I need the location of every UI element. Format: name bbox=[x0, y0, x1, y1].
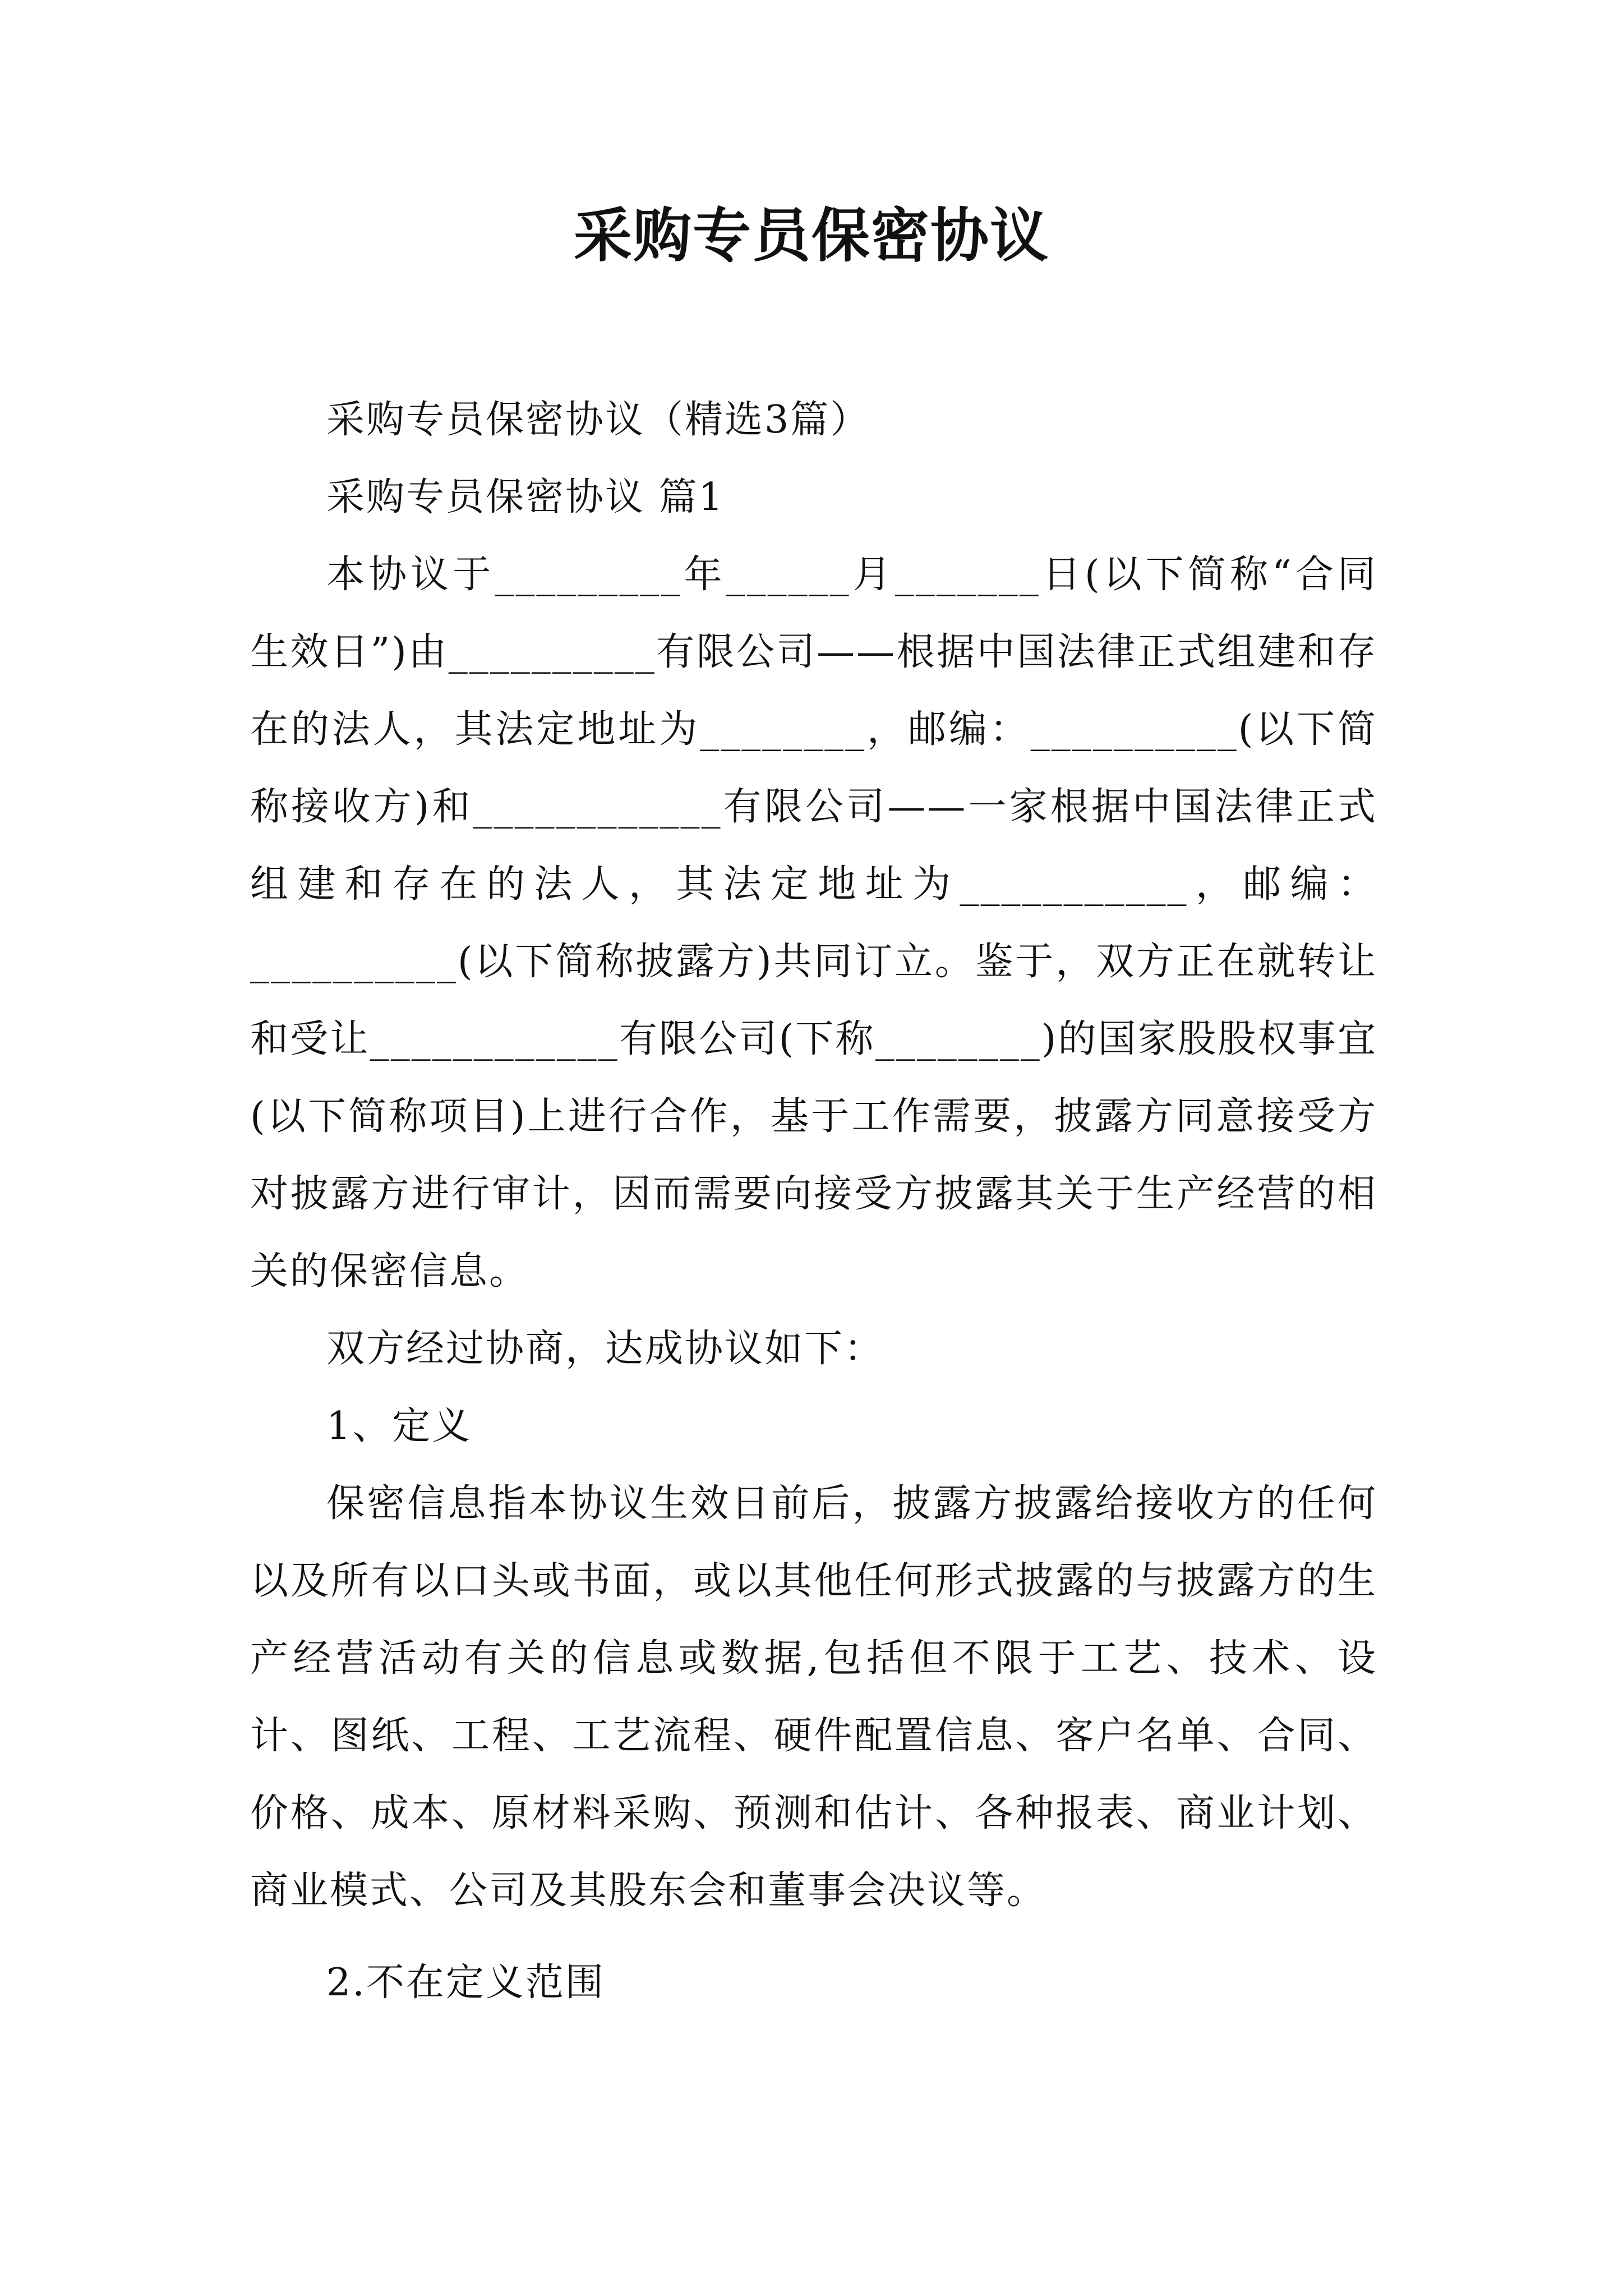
paragraph-subtitle: 采购专员保密协议（精选3篇） bbox=[326, 398, 870, 442]
paragraph-definition-body: 保密信息指本协议生效日前后，披露方披露给接收方的任何以及所有以口头或书面，或以其他任何形式披露的与披露方的生产经营活动有关的信息或数据,包括但不限于工艺、技术、设计、图纸、工程、工艺流程、硬件配置信息、客户名单、合同、价格、成本、原材料采购、预测和估计、各种报表、商业计划、商业模式、公司及其股东会和董事会决议等。 bbox=[250, 1481, 1377, 1913]
paragraph-consensus: 双方经过协商，达成协议如下： bbox=[326, 1327, 884, 1371]
paragraph-exclusion-heading: 2.不在定义范围 bbox=[326, 1961, 605, 2005]
document-body bbox=[250, 381, 1377, 2022]
paragraph-definition-heading: 1、定义 bbox=[326, 1404, 472, 1448]
document-title: 采购专员保密协议 bbox=[573, 201, 1049, 270]
paragraph-agreement-intro: 本协议于_________年______月_______日(以下简称“合同生效日”)由__________有限公司——根据中国法律正式组建和存在的法人，其法定地址为________，邮编：__________(以下简称接收方)和____________有限公司——一家根据中国法律正式组建和存在的法人，其法定地址为___________，邮编：__________(以下简称披露方)共同订立。鉴于，双方正在就转让和受让____________有限公司(下称________)的国家股股权事宜(以下简称项目)上进行合作，基于工作需要，披露方同意接受方对披露方进行审计，因而需要向接受方披露其关于生产经营的相关的保密信息。 bbox=[250, 553, 1377, 1294]
paragraph-section-heading: 采购专员保密协议 篇1 bbox=[326, 475, 725, 519]
